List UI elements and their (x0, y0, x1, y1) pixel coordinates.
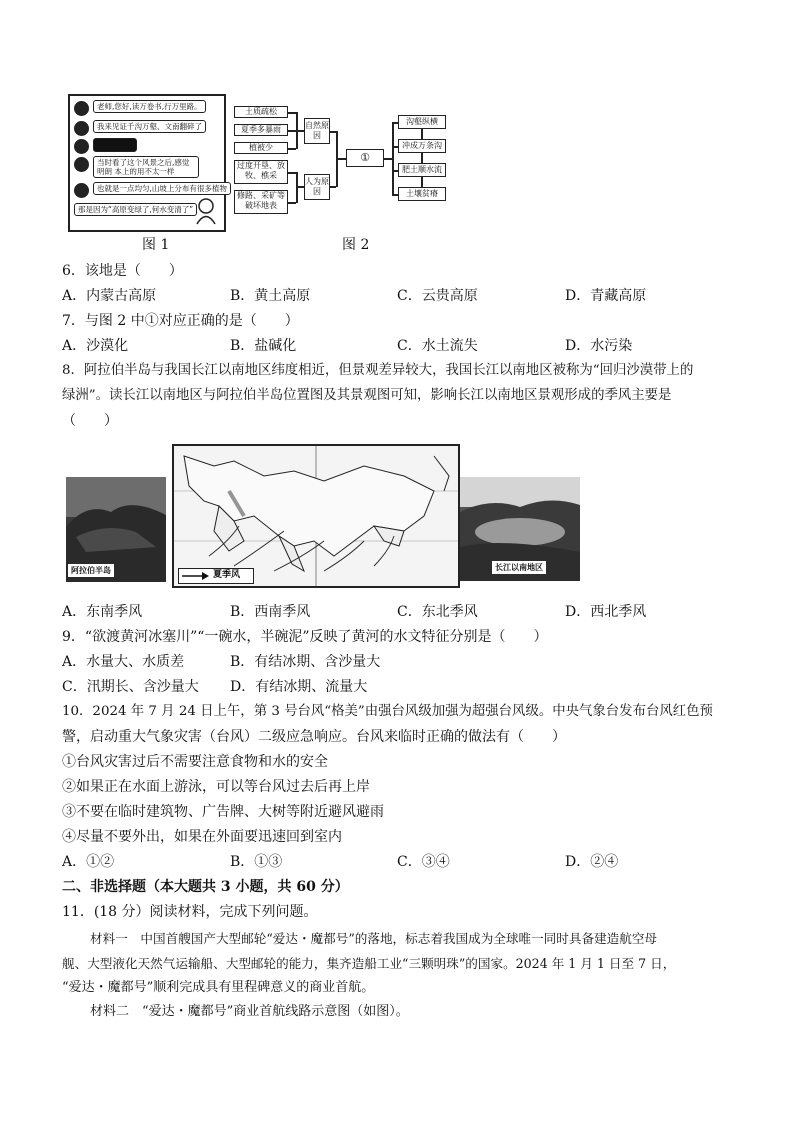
q8-option-d: D．西北季风 (565, 604, 647, 620)
question-10-stem-line1: 10．2024 年 7 月 24 日上午，第 3 号台风“格美”由强台风级加强为超强台风级。中央气象台发布台风红色预 (62, 704, 713, 719)
q8-option-b: B．西南季风 (230, 604, 311, 620)
material-2: 材料二 “爱达・魔都号”商业首航线路示意图（如图）。 (90, 1004, 409, 1019)
q8-option-c: C．东北季风 (397, 604, 478, 620)
q6-option-d: D．青藏高原 (565, 288, 647, 304)
chat-bubble: 那是因为“高原变绿了,何水变清了” (74, 203, 197, 216)
avatar (74, 157, 89, 172)
human-cause-label: 人为原因 (304, 174, 330, 200)
question-10-stem-line2: 警，启动重大气象灾害（台风）二级应急响应。台风来临时正确的做法有（ ） (62, 729, 566, 745)
question-8-stem-line1: 8．阿拉伯半岛与我国长江以南地区纬度相近，但景观差异较大，我国长江以南地区被称为“回归沙漠带上的 (62, 363, 694, 378)
q6-option-a: A．内蒙古高原 (62, 288, 157, 304)
legend-label: 夏季风 (213, 570, 241, 580)
q9-option-a: A．水量大、水质差 (62, 654, 185, 670)
student-figure-icon (192, 197, 220, 225)
south-yangtze-photo (460, 477, 580, 581)
q10-option-a: A．①② (62, 854, 115, 870)
cause-box: 夏季多暴雨 (234, 124, 288, 136)
q10-item-2: ②如果正在水面上游泳，可以等台风过去后再上岸 (62, 779, 370, 795)
q10-option-c: C．③④ (397, 854, 450, 870)
avatar (74, 139, 89, 154)
map-legend (178, 568, 254, 584)
q8-option-a: A．东南季风 (62, 604, 143, 620)
material-1-line2: 舰、大型液化天然气运输船、大型邮轮的能力，集齐造船工业“三颗明珠”的国家。2024 年 1 月 1 日至 7 日， (62, 956, 676, 971)
section-2-title: 二、非选择题（本大题共 3 小题，共 60 分） (62, 879, 349, 895)
question-8-stem-line3: （ ） (62, 413, 118, 429)
result-box: 冲成万条沟 (398, 139, 446, 153)
q7-option-a: A．沙漠化 (62, 338, 129, 354)
cause-box: 过度开垦、放牧、樵采 (234, 160, 288, 184)
cause-box: 土质疏松 (234, 106, 288, 118)
figure-1-label: 图 1 (142, 237, 170, 253)
chat-bubble: 老师,您好,读万卷书,行万里路。 (93, 100, 206, 113)
q6-option-b: B．黄土高原 (230, 288, 311, 304)
q9-option-d: D．有结冰期、流量大 (230, 679, 368, 695)
arabian-peninsula-photo (66, 477, 166, 582)
material-1-line1: 材料一 中国首艘国产大型邮轮“爱达・魔都号”的落地，标志着我国成为全球唯一同时具备建造航空母 (90, 931, 658, 946)
q10-option-b: B．①③ (230, 854, 283, 870)
cause-box: 修路、采矿等破坏地表 (234, 190, 288, 214)
result-box: 沟壑纵横 (398, 115, 446, 129)
avatar (74, 183, 89, 198)
question-7-stem: 7．与图 2 中①对应正确的是（ ） (62, 313, 299, 329)
figure-1-chat (68, 94, 226, 232)
asia-monsoon-map (172, 444, 460, 588)
q10-option-d: D．②④ (565, 854, 619, 870)
chat-bubble: 我来见证千沟万壑、文南翻碎了 (93, 120, 206, 133)
question-8-stem-line2: 绿洲”。读长江以南地区与阿拉伯半岛位置图及其景观图可知，影响长江以南地区景观形成的季风主要是 (62, 388, 672, 403)
map-svg (174, 446, 458, 586)
q7-option-c: C．水土流失 (397, 338, 478, 354)
unknown-process-box: ① (346, 149, 384, 167)
question-11-stem: 11．(18 分）阅读材料，完成下列问题。 (62, 904, 318, 920)
result-box: 肥土顺水流 (398, 163, 446, 177)
material-1-line3: “爱达・魔都号”顺利完成具有里程碑意义的商业首航。 (62, 980, 375, 995)
q10-item-3: ③不要在临时建筑物、广告牌、大树等附近避风避雨 (62, 804, 384, 820)
arabian-peninsula-caption: 阿拉伯半岛 (68, 564, 114, 577)
avatar (74, 101, 89, 116)
chat-bubble: 当时看了这个风景之后,感觉明朗 本上的用不太一样 (93, 156, 199, 178)
question-6-stem: 6．该地是（ ） (62, 263, 183, 279)
figure-2-label: 图 2 (342, 237, 370, 253)
avatar (74, 121, 89, 136)
arrow-icon (182, 572, 210, 580)
q9-option-c: C．汛期长、含沙量大 (62, 679, 199, 695)
q7-option-b: B．盐碱化 (230, 338, 297, 354)
chat-image (93, 138, 137, 152)
q6-option-c: C．云贵高原 (397, 288, 478, 304)
q7-option-d: D．水污染 (565, 338, 633, 354)
chat-bubble: 也就是一点均匀,山坡上分布有很多植物 (93, 182, 231, 195)
result-box: 土壤贫瘠 (398, 187, 446, 201)
q10-item-4: ④尽量不要外出，如果在外面要迅速回到室内 (62, 829, 342, 845)
south-yangtze-caption: 长江以南地区 (492, 561, 546, 574)
q9-option-b: B．有结冰期、含沙量大 (230, 654, 381, 670)
cause-box: 植被少 (234, 142, 288, 154)
natural-cause-label: 自然原因 (304, 118, 330, 144)
q10-item-1: ①台风灾害过后不需要注意食物和水的安全 (62, 754, 328, 770)
figure-2-diagram (230, 100, 450, 230)
question-9-stem: 9．“欲渡黄河冰塞川”“一碗水，半碗泥”反映了黄河的水文特征分别是（ ） (62, 629, 548, 645)
